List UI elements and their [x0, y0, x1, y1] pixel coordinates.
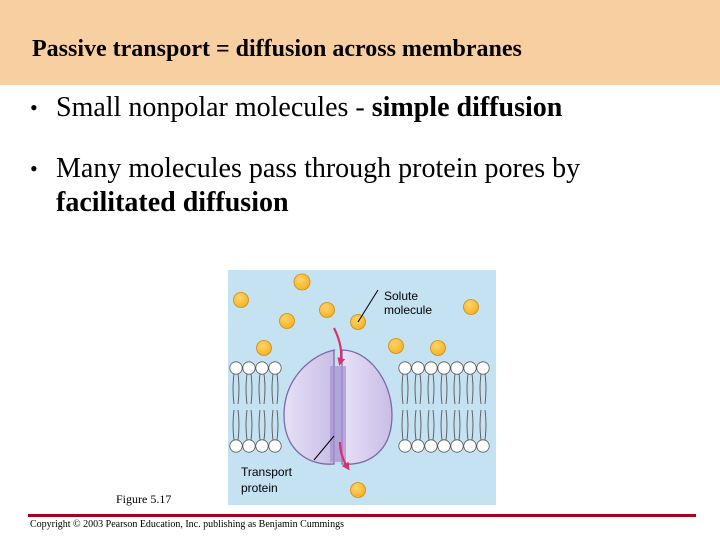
- bullet-symbol: •: [30, 156, 38, 181]
- phospholipid-head: [464, 362, 476, 374]
- bullet-facilitated-diffusion: [30, 152, 696, 220]
- phospholipid-head: [399, 440, 411, 452]
- phospholipid-head: [451, 362, 463, 374]
- label-solute-line1: Solute: [384, 289, 419, 303]
- figure-label: Figure 5.17: [116, 492, 172, 506]
- phospholipid-head: [269, 362, 281, 374]
- solute-molecule: [389, 339, 404, 354]
- copyright-text: Copyright © 2003 Pearson Education, Inc. publishing as Benjamin Cummings: [30, 519, 344, 530]
- phospholipid-head: [243, 440, 255, 452]
- solute-molecule: [464, 300, 479, 315]
- phospholipid-head: [412, 362, 424, 374]
- phospholipid-head: [230, 362, 242, 374]
- phospholipid-head: [438, 440, 450, 452]
- bullet-simple-diffusion: [30, 91, 563, 125]
- phospholipid-head: [425, 362, 437, 374]
- solute-molecule: [234, 293, 249, 308]
- solute-molecule: [280, 314, 295, 329]
- bullet-text-prefix: Small nonpolar molecules -: [56, 92, 372, 123]
- phospholipid-head: [230, 440, 242, 452]
- phospholipid-head: [412, 440, 424, 452]
- phospholipid-head: [256, 440, 268, 452]
- phospholipid-head: [399, 362, 411, 374]
- phospholipid-head: [477, 440, 489, 452]
- solute-molecule: [257, 341, 272, 356]
- phospholipid-head: [425, 440, 437, 452]
- phospholipid-head: [438, 362, 450, 374]
- protein-channel: [330, 366, 346, 462]
- solute-molecule: [351, 483, 366, 498]
- footer-divider: [28, 514, 696, 517]
- solute-molecule: [294, 274, 310, 290]
- slide-title: Passive transport = diffusion across membranes: [32, 36, 522, 62]
- label-solute-line2: molecule: [384, 303, 433, 317]
- membrane-diagram: [228, 270, 496, 505]
- phospholipid-head: [256, 362, 268, 374]
- label-protein-line1: Transport: [241, 465, 292, 479]
- solute-molecule: [431, 341, 446, 356]
- bullet-symbol: •: [30, 95, 38, 120]
- bullet-text-prefix: Many molecules pass through protein pores by: [56, 153, 581, 184]
- phospholipid-head: [477, 362, 489, 374]
- phospholipid-head: [243, 362, 255, 374]
- bullet-text-bold: facilitated diffusion: [56, 187, 289, 218]
- phospholipid-head: [269, 440, 281, 452]
- solute-molecule: [320, 303, 335, 318]
- phospholipid-head: [464, 440, 476, 452]
- bullet-text-bold: simple diffusion: [371, 92, 563, 123]
- phospholipid-head: [451, 440, 463, 452]
- label-protein-line2: protein: [241, 481, 278, 495]
